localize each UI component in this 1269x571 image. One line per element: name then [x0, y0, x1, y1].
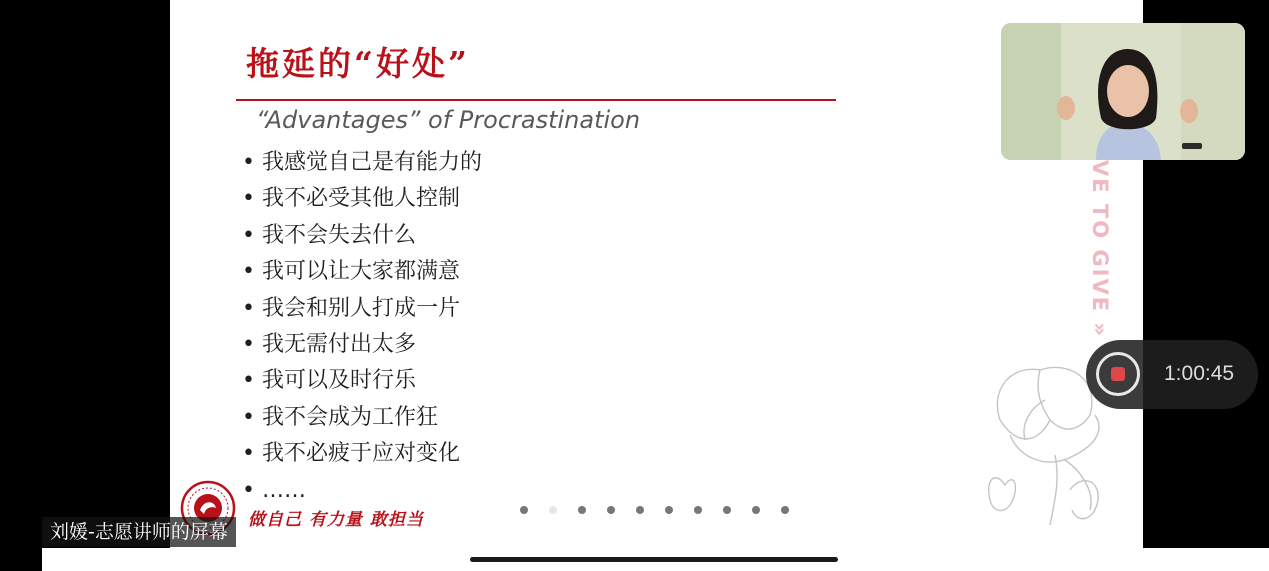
- presenter-avatar: [1001, 23, 1245, 160]
- page-dot[interactable]: [636, 506, 644, 514]
- bullet-text: 我不必疲于应对变化: [262, 441, 461, 467]
- record-stop-icon[interactable]: [1096, 352, 1140, 396]
- list-item: [242, 400, 482, 436]
- list-item: [242, 436, 482, 472]
- record-stop-square: [1111, 367, 1125, 381]
- list-item: [242, 291, 482, 327]
- bullet-text: 我会和别人打成一片: [262, 295, 461, 321]
- bullet-text: 我不会失去什么: [262, 222, 417, 248]
- bullet-dot: •: [242, 477, 255, 503]
- participant-video-thumbnail[interactable]: [1001, 23, 1245, 160]
- slide-slogan: 做自己 有力量 敢担当: [248, 510, 424, 530]
- bullet-text: 我可以及时行乐: [262, 368, 417, 394]
- list-item: [242, 145, 482, 181]
- page-dot[interactable]: [694, 506, 702, 514]
- list-item: [242, 363, 482, 399]
- page-dot[interactable]: [607, 506, 615, 514]
- bullet-dot: •: [242, 404, 255, 430]
- title-divider: [236, 99, 836, 101]
- page-dot[interactable]: [781, 506, 789, 514]
- page-dot[interactable]: [723, 506, 731, 514]
- slide-title: 拖延的“好处”: [246, 44, 470, 83]
- home-indicator[interactable]: [470, 557, 838, 562]
- bullet-dot: •: [242, 331, 255, 357]
- shared-slide: [170, 0, 1143, 548]
- list-item: [242, 327, 482, 363]
- list-item: [242, 254, 482, 290]
- bullet-text: 我不必受其他人控制: [262, 186, 461, 212]
- bullet-list: [242, 145, 482, 509]
- bullet-dot: •: [242, 368, 255, 394]
- list-item: [242, 218, 482, 254]
- recording-timer-widget[interactable]: [1086, 340, 1258, 409]
- page-dot[interactable]: [578, 506, 586, 514]
- bullet-dot: •: [242, 259, 255, 285]
- page-dot[interactable]: [752, 506, 760, 514]
- bullet-text: 我不会成为工作狂: [262, 404, 439, 430]
- bullet-dot: •: [242, 222, 255, 248]
- bullet-text: 我感觉自己是有能力的: [262, 150, 483, 175]
- bullet-text: 我无需付出太多: [262, 331, 417, 357]
- slide-subtitle: “Advantages” of Procrastination: [256, 106, 641, 134]
- page-dot[interactable]: [665, 506, 673, 514]
- bullet-dot: •: [242, 150, 255, 175]
- bullet-dot: •: [242, 441, 255, 467]
- bullet-dot: •: [242, 186, 255, 212]
- vertical-watermark-text: VE TO GIVE »: [1088, 160, 1112, 338]
- page-dot[interactable]: [520, 506, 528, 514]
- bullet-text: 我可以让大家都满意: [262, 259, 461, 285]
- recording-timer: 1:00:45: [1164, 362, 1235, 385]
- list-item: [242, 473, 482, 509]
- bullet-text: ……: [262, 477, 306, 503]
- page-indicator: [520, 506, 789, 514]
- screen-share-label: 刘媛-志愿讲师的屏幕: [42, 517, 236, 547]
- page-dot[interactable]: [549, 506, 557, 514]
- bullet-dot: •: [242, 295, 255, 321]
- list-item: [242, 181, 482, 217]
